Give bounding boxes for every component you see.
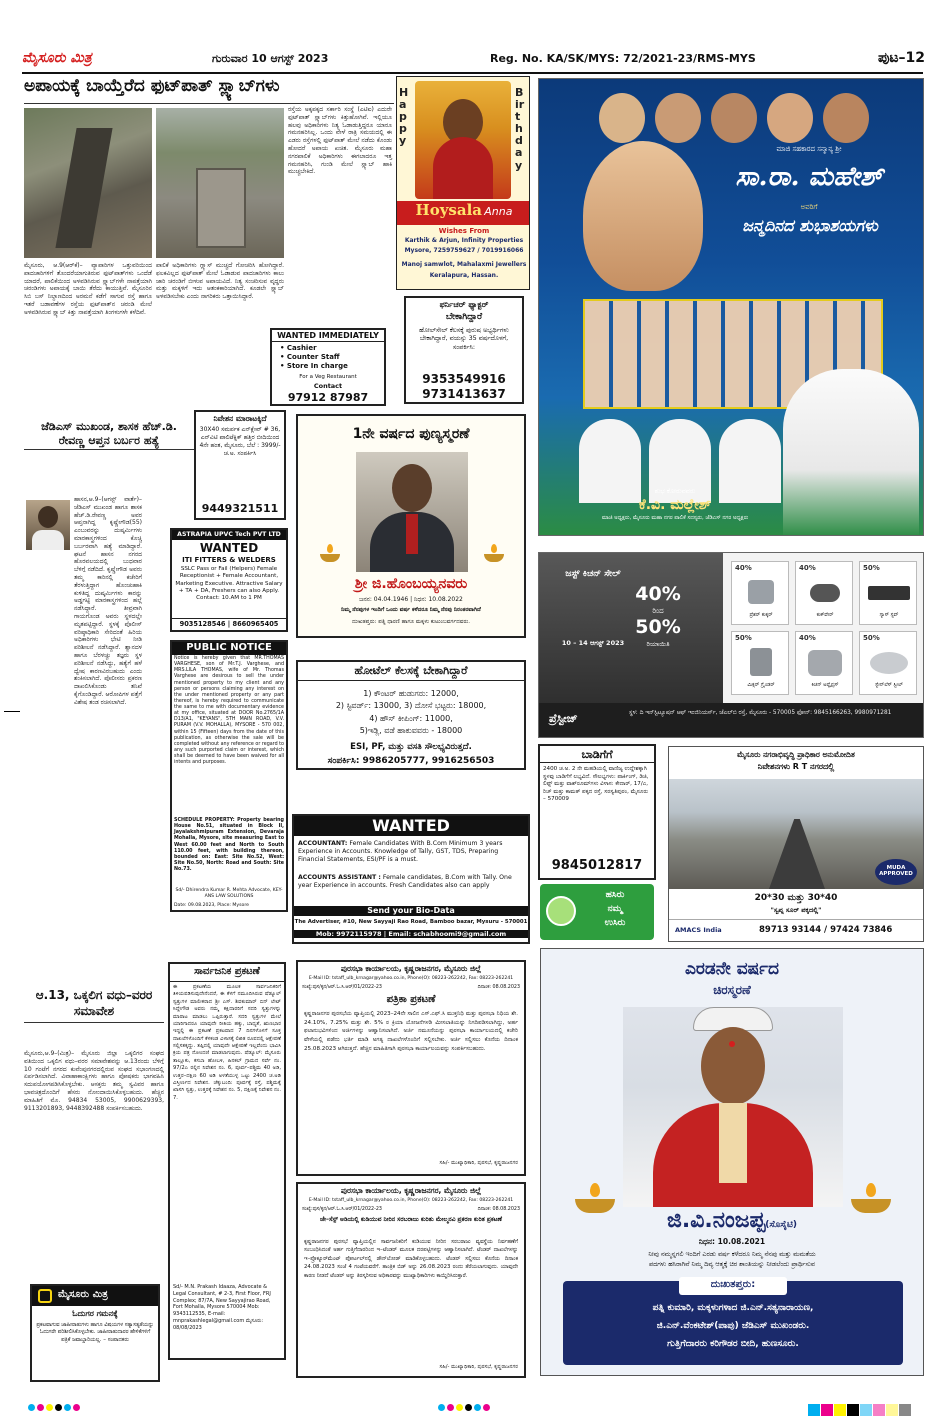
municipal1-contact: E-Mail ID: tstaff_ulb_krnagar@yahoo.co.in, Phone(O): 08223-262242, Fax: 08223-262241 [308,976,514,981]
memorial2-mourners3: ಗುತ್ತಿಗೆದಾರರು ಕರಿಗೌಡರ ಬೀದಿ, ಹುಣಸೂರು. [667,1339,799,1349]
kitchen-offer-grid [731,561,921,701]
political-from-name: ಕೆ.ವಿ. ಮಲ್ಲೇಶ್ [638,497,712,513]
political-title: ಸಾ.ರಾ. ಮಹೇಶ್ [735,162,883,192]
wanted-immediately-note: For a Veg Restaurant [299,374,357,380]
mitra-logo-icon [38,1289,52,1303]
political-ad [538,78,924,536]
kitchen-address: ಸ್ಥಳ: ದಿ ಇನ್‌ಸ್ಟಿಟ್ಯೂಷನ್ ಆಫ್ ಇಂಜಿನಿಯರ್ಸ್, ಜೆಎಲ್‌ಬಿ ರಸ್ತೆ, ಮೈಸೂರು - 570005 ಫೋನ್: 9845166263, 9980971281 [629,710,892,716]
birthday-line3: Manoj samwlot, Mahalaxmi Jewellers [401,261,527,268]
vokkaliga-news [24,988,164,1278]
municipal1-sign: ಸಹಿ/- ಮುಖ್ಯಾಧಿಕಾರಿ, ಪುರಸಭೆ, ಕೃಷ್ಣರಾಜನಗರ [439,1160,518,1166]
birthday-wishes: Wishes From [438,227,490,235]
memorial1-lamp-right [484,544,504,564]
footpath-photo-1 [24,108,152,258]
kitchen-ad [538,552,924,738]
site-sale-phone: 9449321511 [201,502,279,515]
municipal2-contact: E-Mail ID: tstaff_ulb_krnagar@yahoo.co.in, Phone(O): 08223-262242, Fax: 08223-262241 [308,1198,514,1203]
hotel-job-item: 4) ಹೌಸ್ ಕೀಪಿಂಗ್: 11000, [369,713,453,723]
masthead-date: ಗುರುವಾರ 10 ಆಗಸ್ಟ್ 2023 [212,52,329,65]
rent-title: ಬಾಡಿಗೆಗೆ [540,748,654,763]
green-badge-line3: ಉಸಿರು [604,918,626,928]
kitchen-brand: ಪ್ರೆಸ್ಟೀಜ್ [549,712,578,725]
memorial2-name-row [541,1207,923,1235]
wanted-acc1-text: Female Candidates With B.Com Minimum 3 years Experience in Accounts. Knowledge of Tally, GST, TDS, Preparing Financial Statements, ESI/PF is a must. [298,840,503,864]
plots-badge: MUDA APPROVED [875,859,917,885]
birthday-name-band [397,201,530,225]
jds-headline: ಜೆಡಿಎಸ್ ಮುಖಂಡ, ಶಾಸಕ ಹೆಚ್.ಡಿ. ರೇವಣ್ಣ ಆಪ್ತನ ಬರ್ಬರ ಹತ್ಯೆ [24,420,194,450]
political-pre: ಮಾಜಿ ಸಹಕಾರದ ಸನ್ಮಾನ್ಯ ಶ್ರೀ [776,145,842,153]
furniture-ad [404,296,524,404]
public-notice-schedule: SCHEDULE PROPERTY: Property bearing House No.51, situated in Block II, Jayalakshmipuram Extension, Devaraja Mohalla, Mysore, site measuring East to West 60.00 feet and North to South 110.00 feet, with building thereon, bounded on: East: Site No.52, West: Site No.50, North: Road and South: Site No.73. [174,818,284,872]
print-color-strip [808,1404,912,1419]
wanted-accounts-contact: Mob: 9972115978 | Email: schabhoomi9@gmail.com [294,930,528,938]
jds-body: ಹಾಸನ,ಆ.9–(ಆಗಸ್ಟ್ ವಾರ್ತೆ)– ಜೆಡಿಎಸ್ ಮುಖಂಡ ಹಾಗೂ ಶಾಸಕ ಹೆಚ್.ಡಿ.ರೇವಣ್ಣ ಅವರ ಆಪ್ತನಾಗಿದ್ದ ಕೃಷ್ಣೇಗೌಡ(55) ಎಂಬುವರನ್ನು ದುಷ್ಕರ್ಮಿಗಳು ಮಾರಕಾಸ್ತ್ರಗಳಿಂದ ಕೊಚ್ಚಿ ಬರ್ಬರವಾಗಿ ಹತ್ಯೆ ಮಾಡಿದ್ದಾರೆ. ಘಟನೆ ಹಾಸನ ನಗರದ ಹೊರವಲಯದಲ್ಲಿ ಬುಧವಾರ ಬೆಳಿಗ್ಗೆ ನಡೆದಿದೆ. ಕೃಷ್ಣೇಗೌಡ ಅವರು ತಮ್ಮ ಕಾರಿನಲ್ಲಿ ಕಚೇರಿಗೆ ತೆರಳುತ್ತಿದ್ದಾಗ ಹೊಂಚುಹಾಕಿ ಕುಳಿತಿದ್ದ ದುಷ್ಕರ್ಮಿಗಳು ಕಾರನ್ನು ಅಡ್ಡಗಟ್ಟಿ ಮಾರಕಾಸ್ತ್ರಗಳಿಂದ ಹಲ್ಲೆ ನಡೆಸಿದ್ದಾರೆ. ತೀವ್ರವಾಗಿ ಗಾಯಗೊಂಡ ಅವರು ಸ್ಥಳದಲ್ಲೇ ಮೃತಪಟ್ಟಿದ್ದಾರೆ. ಸ್ಥಳಕ್ಕೆ ಪೊಲೀಸ್ ವರಿಷ್ಠಾಧಿಕಾರಿ ಸೇರಿದಂತೆ ಹಿರಿಯ ಅಧಿಕಾರಿಗಳು ಭೇಟಿ ನೀಡಿ ಪರಿಶೀಲನೆ ನಡೆಸಿದ್ದಾರೆ. ಶ್ವಾನದಳ ಹಾಗೂ ಬೆರಳಚ್ಚು ತಜ್ಞರು ಸ್ಥಳ ಪರಿಶೀಲನೆ ನಡೆಸಿದ್ದು, ಹತ್ಯೆಗೆ ಹಳೆ ದ್ವೇಷ ಕಾರಣವಿರಬಹುದು ಎಂದು ಶಂಕಿಸಲಾಗಿದೆ. ಪೊಲೀಸರು ಪ್ರಕರಣ ದಾಖಲಿಸಿಕೊಂಡು ತನಿಖೆ ಕೈಗೊಂಡಿದ್ದಾರೆ. ಆರೋಪಿಗಳ ಪತ್ತೆಗೆ ವಿಶೇಷ ತಂಡ ರಚಿಸಲಾಗಿದೆ. [74,496,142,706]
wanted-item: • Store In charge [280,362,348,371]
memorial2-line2: ಪದಗಳು ಹಸಿರಾಗಿವೆ ನಿಮ್ಮ ದಿವ್ಯ ಆತ್ಮಕ್ಕೆ ಚಿರ ಶಾಂತಿಯನ್ನು ನೀಡಲೆಂದು ಪ್ರಾರ್ಥಿಸುವ [649,1260,815,1268]
astrapia-sub: ITI FITTERS & WELDERS [182,556,276,564]
kitchen-offer-0: 40% ಪ್ರೆಶರ್ ಕುಕ್ಕರ್ [731,561,789,625]
public-notice-body: Notice is hereby given that MR.THOMAS VARGHESE, son of Mr.T.J. Varghese, and MRS.LILA THOMAS, wife of Mr. Thomas Varghese are desirous to sell the under mentioned property to my client and any person or persons claiming any interest on the under mentioned property or any part thereof, is hereby required to communicate the same to me with documentary evidence at my office, situated at DOOR No.2765/1A D13/A1, "KEYANS", 5TH MAIN ROAD, V.V. PURAM (V.V. MOHALLA), MYSORE - 570 002, within 15 (Fifteen) days from the date of this publication, as otherwise the sale will be completed without any reference or regard to any such purported claim or interest, which shall be deemed to have been waived for all intents and purposes. [174,656,284,766]
birthday-line1: Karthik & Arjun, Infinity Properties [404,237,524,244]
memorial2-title: ಎರಡನೇ ವರ್ಷದ [685,959,779,979]
plots-sizes: 20*30 ಮತ್ತು 30*40 [754,893,838,903]
birthday-side-right: Birthday [515,86,525,172]
wanted-immediately-title: WANTED IMMEDIATELY [272,331,384,342]
political-leaders-row [599,89,879,145]
memorial2-name: ಜಿ.ವಿ.ನಂಜಪ್ಪ [667,1208,766,1233]
wanted-accounts-address: The Advertiser, #10, New Sayyaji Rao Road, Bamboo bazar, Mysuru - 570001 [294,919,528,925]
astrapia-phones: 9035128546 | 8660965405 [172,618,286,628]
kitchen-offer-5: 50% ಸ್ಟೇನ್‌ಲೆಸ್ ಸ್ಟೀಲ್ [859,631,917,695]
masthead [22,48,925,70]
birthday-name2: Anna [484,205,513,218]
plots-footer [669,919,923,941]
wanted-accounts-acc1 [298,840,524,864]
plots-title: ಮೈಸೂರು ನಗರಾಭಿವೃದ್ಧಿ ಪ್ರಾಧಿಕಾರ ಅನುಮೋದಿತ [737,750,855,759]
hotel-job-item: 5)ಇಡ್ಲಿ, ವಡೆ ಹಾಕುವವರು - 18000 [359,726,463,736]
site-sale-body: 30X40 ಸಮರ್ಪಕ ಎನ್‌ಕ್ಲೇವ್ # 36, ಎನ್‌ವಿಟಿ ಪಾಲಿಟೆಕ್ನಿಕ್ ಹತ್ತಿರ ಬೀದಿಯಿಂದ 4ನೇ ಹಂತ, ಮೈಸೂರು, ಬೆಲೆ : 3999/- ಚ.ಅ. ಸಂಪರ್ಕಿಸಿ [199,426,281,458]
municipal2-ref: ಸಂಖ್ಯೆ:ಪುಸ/ಕೃನ/ಆರ್.ಓ.ಸಿ.ಆರ್/01/2022-23 [302,1207,382,1212]
furniture-body: ಹೋಲ್‌ಸೇಲ್ ಕೆಲಸಕ್ಕೆ ಪುರುಷ ಅಭ್ಯರ್ಥಿಗಳು ಬೇಕಾಗಿದ್ದಾರೆ, ವಯಸ್ಸು 35 ವರ್ಷದೊಳಗೆ, ಸಂಪರ್ಕಿಸಿ: [419,326,509,351]
kitchen-pct2: 50% [635,616,681,638]
memorial1-from: ದುಃಖತಪ್ತರು: ಪತ್ನಿ ಧಾರಣಿ ಹಾಗೂ ಮಕ್ಕಳು ಕುಟುಂಬವರ್ಗದವರು. [351,619,471,625]
municipal2-title: ಜೇ–ಸೆಸ್ಟ್ ಅಡಿಯಲ್ಲಿ ಕುಡಿಯುವ ನೀರಿನ ಸರಬರಾಜು ಕುರಿತು ಮೇಲ್ಮನವಿ ಪ್ರಕರಣ ಕುರಿತ ಪ್ರಕಟಣೆ [319,1216,503,1223]
municipal2-date: ದಿನಾಂಕ: 08.08.2023 [477,1207,520,1212]
rent-ad [538,744,656,880]
masthead-reg: Reg. No. KA/SK/MYS: 72/2021-23/RMS-MYS [490,52,756,65]
mitra-box [30,1284,160,1382]
birthday-name: Hoysala [415,201,483,219]
astrapia-ad [170,528,288,632]
public-info-title: ಸಾರ್ವಜನಿಕ ಪ್ರಕಟಣೆ [170,966,284,982]
memorial2-mourners [563,1281,903,1365]
political-wish: ಜನ್ಮದಿನದ ಶುಭಾಶಯಗಳು [742,216,878,235]
wanted-accounts-title: WANTED [294,816,528,836]
kitchen-offer-3: 50% ಮಿಕ್ಸರ್ ಗ್ರೈಂಡರ್ [731,631,789,695]
public-info-body: ಈ ಪ್ರಕಟಣೆಯ ಮೂಲಕ ಸಾರ್ವಜನಿಕರಿಗೆ ತಿಳಿಯಪಡಿಸುವುದೇನೆಂದರೆ, ಈ ಕೆಳಗೆ ನಮೂದಿಸಿರುವ ಷೆಡ್ಯೂಲ್ ಸ್ವತ್ತುಗಳ ಮಾಲೀಕರಾದ ಶ್ರೀ ಎಸ್. ಶಿವಕುಮಾರ್ ಬಿನ್ ಲೇಟ್ ಸಿದ್ದೇಗೌಡ ಅವರು ನಮ್ಮ ಕಕ್ಷಿದಾರರಿಗೆ ಸದರಿ ಸ್ವತ್ತುಗಳನ್ನು ಮಾರಾಟ ಮಾಡಲು ಒಪ್ಪಿರುತ್ತಾರೆ. ಸದರಿ ಸ್ವತ್ತುಗಳ ಮೇಲೆ ಯಾರಿಗಾದರೂ ಯಾವುದೇ ರೀತಿಯ ಹಕ್ಕು, ಬಾಧ್ಯತೆ, ಋಣಭಾರ ಇದ್ದಲ್ಲಿ ಈ ಪ್ರಕಟಣೆ ಪ್ರಕಟವಾದ 7 ದಿನಗಳೊಳಗೆ ಸೂಕ್ತ ದಾಖಲೆಗಳೊಂದಿಗೆ ಕೆಳಕಂಡ ವಿಳಾಸಕ್ಕೆ ಲಿಖಿತ ರೂಪದಲ್ಲಿ ಆಕ್ಷೇಪಣೆ ಸಲ್ಲಿಸತಕ್ಕದ್ದು. ತಪ್ಪಿದಲ್ಲಿ ಯಾವುದೇ ಆಕ್ಷೇಪಣೆ ಇಲ್ಲವೆಂದು ಭಾವಿಸಿ ಕ್ರಯ ಪತ್ರ ನೋಂದಣಿ ಮಾಡಲಾಗುವುದು. ಷೆಡ್ಯೂಲ್: ಮೈಸೂರು ತಾಲ್ಲೂಕು, ಕಸಬಾ ಹೋಬಳಿ, ಹಿನಕಲ್ ಗ್ರಾಮದ ಸರ್ವೆ ನಂ. 97/2ಎ ರಲ್ಲಿನ ನಿವೇಶನ ನಂ. 6, ಪೂರ್ವ–ಪಶ್ಚಿಮ 40 ಅಡಿ, ಉತ್ತರ–ದಕ್ಷಿಣ 60 ಅಡಿ ಅಳತೆಯುಳ್ಳ ಒಟ್ಟು 2400 ಚ.ಅಡಿ ವಿಸ್ತೀರ್ಣದ ನಿವೇಶನ. ಚೆಕ್ಕುಬಂದಿ: ಪೂರ್ವಕ್ಕೆ ರಸ್ತೆ, ಪಶ್ಚಿಮಕ್ಕೆ ಖಾಸಗಿ ಸ್ವತ್ತು, ಉತ್ತರಕ್ಕೆ ನಿವೇಶನ ನಂ. 5, ದಕ್ಷಿಣಕ್ಕೆ ನಿವೇಶನ ನಂ. 7. [173,984,281,1101]
masthead-rule [22,72,923,74]
public-info-sign: Sd/- M.N. Prakash Idaaza, Advocate & Legal Consultant, # 2-3, First Floor, FRJ Complex; 87/7A, New Sayyajirao Road, Fort Mohalla, Mysore 570004 Mob: 9343112535, E-mail: mnprakashlegal@gmail.com ಮೈಸೂರು: 08/08/2023 [173,1284,271,1331]
rent-phone: 9845012817 [551,858,643,873]
municipal2-body: ಕೃಷ್ಣರಾಜನಗರ ಪುರಸಭೆ ವ್ಯಾಪ್ತಿಯಲ್ಲಿನ ಸಾರ್ವಜನಿಕರಿಗೆ ಕುಡಿಯುವ ನೀರಿನ ಸರಬರಾಜು ವ್ಯವಸ್ಥೆಯ ನಿರ್ವಹಣೆಗೆ ಸಂಬಂಧಿಸಿದಂತೆ ಅರ್ಹ ಗುತ್ತಿಗೆದಾರರಿಂದ ಇ–ಟೆಂಡರ್ ಮೂಲಕ ದರಪಟ್ಟಿಗಳನ್ನು ಆಹ್ವಾನಿಸಲಾಗಿದೆ. ಟೆಂಡರ್ ದಾಖಲೆಗಳನ್ನು ಇ–ಪ್ರೊಕ್ಯೂರ್‌ಮೆಂಟ್ ಪೋರ್ಟಲ್‌ನಲ್ಲಿ ಡೌನ್‌ಲೋಡ್ ಮಾಡಿಕೊಳ್ಳಬಹುದು. ಟೆಂಡರ್ ಸಲ್ಲಿಸಲು ಕೊನೆಯ ದಿನಾಂಕ 24.08.2023 ಸಂಜೆ 4 ಗಂಟೆಯವರೆಗೆ. ತಾಂತ್ರಿಕ ಬಿಡ್ ಅನ್ನು 26.08.2023 ರಂದು ತೆರೆಯಲಾಗುವುದು. ಯಾವುದೇ ಕಾರಣ ನೀಡದೆ ಟೆಂಡರ್ ಅನ್ನು ತಿರಸ್ಕರಿಸುವ ಅಧಿಕಾರವನ್ನು ಮುಖ್ಯಾಧಿಕಾರಿಗಳು ಕಾಯ್ದಿರಿಸಿರುತ್ತಾರೆ. [304,1239,518,1279]
memorial2-date: ನಿಧನ: 10.08.2021 [698,1237,766,1246]
plots-phones: 89713 93144 / 97424 73846 [759,925,893,935]
astrapia-title: ASTRAPIA UPVC Tech PVT LTD [172,530,286,540]
municipal1-ref: ಸಂಖ್ಯೆ:ಪುಸ/ಕೃನ/ಆರ್.ಓ.ಸಿ.ಆರ್/01/2022-23 [302,985,382,990]
lead-headline-text: ಅಪಾಯಕ್ಕೆ ಬಾಯ್ತೆರೆದ ಫುಟ್‌ಪಾತ್ ಸ್ಲ್ಯಾಬ್‌ಗಳು [24,76,280,96]
public-notice-sign: Sd/- Dhirendra Kumar R. Mehta Advocate, KEY-ANS LAW SOLUTIONS [175,888,283,899]
wanted-item: • Counter Staff [280,353,340,362]
furniture-title: ಫರ್ನಿಚರ್ ಫ್ಯಾಕ್ಟರ್ [439,300,489,309]
jds-news [24,420,194,980]
rent-body: 2400 ಚ.ಅ. 2 ನೇ ಮಹಡಿಯಲ್ಲಿ ವಾಣಿಜ್ಯ ಉದ್ದೇಶಕ್ಕಾಗಿ ಸ್ಥಳವು ಬಾಡಿಗೆಗೆ ಲಭ್ಯವಿದೆ. ಸೌಲಭ್ಯಗಳು: ಪಾರ್ಕಿಂಗ್, ಡಿಜಿ, ಲಿಫ್ಟ್ ಮತ್ತು ವಾಶ್‌ರೂಮ್‌ಗಳು ವಿಳಾಸ: ಕೇದಾರ್, 17/ಎ, ರಿಚ್ ಮತ್ತು ಕಾಮತ್ ಪಕ್ಕದ ರಸ್ತೆ, ಸರಸ್ವತಿಪುರಂ, ಮೈಸೂರು – 570009 [543,766,649,803]
memorial2-subtitle: ಚಿರಸ್ಮರಣೆ [713,983,751,997]
memorial1-line: ನಿಮ್ಮ ನೆನಪುಗಳ ಇಂದಿಗೆ ಒಂದು ವರ್ಷ ಕಳೆದರೂ ನಿಮ್ಮ ನೆನಪು ನಿರಂತರವಾಗಿದೆ [341,607,481,613]
lead-body-3: ರಸ್ತೆಯ ಅಕ್ಕಪಕ್ಕದ ಸರ್ಕಾರಿ ಸಂಸ್ಥೆ (ಎಟಿಐ) ಎದುರೇ ಫುಟ್‌ಪಾತ್ ಸ್ಲ್ಯಾಬ್‌ಗಳು ಕಿತ್ತುಹೋಗಿವೆ. ಇಲ್ಲಿಯೂ ಹಲವು ಅಧಿಕಾರಿಗಳು ನಿತ್ಯ ಓಡಾಡುತ್ತಿದ್ದರೂ ಯಾರೂ ಗಮನಹರಿಸಿಲ್ಲ. ಒಂದು ವೇಳೆ ರಾತ್ರಿ ಸಮಯದಲ್ಲಿ ಈ ಎಡರು ರಸ್ತೆಗಳಲ್ಲಿ ಫುಟ್‌ಪಾತ್ ಮೇಲೆ ನಡೆದು ಕೊಂಡು ಹೋದರೆ ಅಪಾಯ ಖಚಿತ. ಮೈಸೂರು ಮಹಾ ನಗರಪಾಲಿಕೆ ಅಧಿಕಾರಿಗಳು ಈಗಲಾದರೂ ಇತ್ತ ಗಮನಹರಿಸಿ, ಗುಂಡಿ ಮೇಲೆ ಸ್ಲ್ಯಾಬ್ ಹಾಕಿ ಮುಚ್ಚಬೇಕಿದೆ. [288,106,392,176]
furniture-phone1: 9353549916 [422,372,506,386]
birthday-line2: Mysore, 7259759627 / 7019916066 [404,247,524,254]
memorial2-mourners-label: ದುಃಖತಪ್ತರು: [679,1277,787,1295]
public-notice-title: PUBLIC NOTICE [172,642,286,655]
municipal1-date: ದಿನಾಂಕ: 08.08.2023 [477,985,520,990]
mitra-box-title: ಮೈಸೂರು ಮಿತ್ರ [58,1289,108,1300]
wanted-immediately-list [280,344,348,371]
plots-header [669,747,923,777]
hotel-job-title: ಹೋಟೆಲ್ ಕೆಲಸಕ್ಕೆ ಬೇಕಾಗಿದ್ದಾರೆ [298,664,524,681]
political-from-label: ಶುಭ ಕೋರುವವರು [654,487,696,495]
birthday-ad [396,76,530,290]
municipal1-office: ಪುರಸಭಾ ಕಾರ್ಯಾಲಯ, ಕೃಷ್ಣರಾಜನಗರ, ಮೈಸೂರು ಜಿಲ್ಲೆ [340,964,482,973]
municipal2-sign: ಸಹಿ/- ಮುಖ್ಯಾಧಿಕಾರಿ, ಪುರಸಭೆ, ಕೃಷ್ಣರಾಜನಗರ [439,1364,518,1370]
plots-ad [668,746,924,942]
kitchen-pct-mid: ರಿಂದ [652,607,664,615]
kitchen-pct-off: ರಿಯಾಯಿತಿ [646,640,670,648]
hotel-job-item: 2) ಸ್ಟಿವರ್ಡ್: 13000, 3) ದೋಸೆ ಭಟ್ಟರು: 18000, [335,701,487,711]
kitchen-offer-2: 50% ಗ್ಯಾಸ್ ಸ್ಟವ್ [859,561,917,625]
political-sub: ಅವರಿಗೆ [800,203,818,211]
public-notice-footer: Date: 09.08.2023, Place: Mysore [174,903,249,908]
wanted-accounts-send: Send your Bio-Data [294,906,528,916]
memorial2-mourners1: ಪತ್ನಿ ಕುಮಾರಿ, ಮಕ್ಕಳುಗಳಾದ ಜಿ.ಎನ್.ಸತ್ಯನಾರಾಯಣ, [652,1303,814,1313]
public-notice-ad [170,640,288,912]
memorial1-title: 1ನೇ ವರ್ಷದ ಪುಣ್ಯಸ್ಮರಣೆ [352,426,470,442]
birthday-line4: Keralapura, Hassan. [429,272,499,279]
wanted-acc1-label: ACCOUNTANT: [298,840,348,847]
kitchen-dates: 10 – 14 ಆಗಸ್ಟ್ 2023 [561,639,625,647]
hotel-job-contact: ಸಂಪರ್ಕಿಸಿ: 9986205777, 9916256503 [327,756,495,766]
birthday-portrait [415,81,511,199]
mitra-box-body: ಪ್ರಕಟವಾಗುವ ಜಾಹೀರಾತುಗಳು ಹಾಗೂ ವಿಷಯಗಳ ಸತ್ಯಾಸತ್ಯತೆಯನ್ನು ಓದುಗರೇ ಪರಿಶೀಲಿಸಿಕೊಳ್ಳಬೇಕು. ಜಾಹೀರಾತುದಾರರ ಹೇಳಿಕೆಗಳಿಗೆ ಪತ್ರಿಕೆ ಜವಾಬ್ದಾರಿಯಲ್ಲ. – ಸಂಪಾದಕರು [36,1322,154,1343]
birthday-side-left: Happy [399,86,409,148]
furniture-phone2: 9731413637 [422,387,506,401]
vokkaliga-headline: ಆ.13, ಒಕ್ಕಲಿಗ ವಧು–ವರರ ಸಮಾವೇಶ [24,988,164,1023]
mitra-box-subtitle: ಓದುಗರ ಗಮನಕ್ಕೆ [72,1309,118,1318]
hotel-job-ad [296,660,526,770]
plots-subtitle: ನಿವೇಶನಗಳು R T ನಗರದಲ್ಲಿ [757,762,835,771]
political-from-role: ಮಾಜಿ ಅಧ್ಯಕ್ಷರು, ಮೈಸೂರು ಮಹಾ ನಗರ ಪಾಲಿಕೆ ಸದಸ್ಯರು, ಜೆಡಿಎಸ್ ನಗರ ಅಧ್ಯಕ್ಷರು [601,515,749,521]
masthead-page: ಪುಟ–12 [877,50,925,66]
vokkaliga-body: ಮೈಸೂರು,ಆ.9–(ಮಿತ್ರ)– ಮೈಸೂರು ಜಿಲ್ಲಾ ಒಕ್ಕಲಿಗರ ಸಂಘದ ವತಿಯಿಂದ ಒಕ್ಕಲಿಗ ವಧು–ವರರ ಸಮಾವೇಶವನ್ನು ಆ.13ರಂದು ಬೆಳಿಗ್ಗೆ 10 ಗಂಟೆಗೆ ನಗರದ ಕುವೆಂಪುನಗರದಲ್ಲಿರುವ ಸಂಘದ ಸಭಾಂಗಣದಲ್ಲಿ ಏರ್ಪಡಿಸಲಾಗಿದೆ. ವಿವಾಹಾಕಾಂಕ್ಷಿಗಳು ಹಾಗೂ ಪೋಷಕರು ಭಾಗವಹಿಸಿ ಸದುಪಯೋಗಪಡಿಸಿಕೊಳ್ಳಬೇಕು. ಆಸಕ್ತರು ತಮ್ಮ ಸ್ವವಿವರ ಹಾಗೂ ಭಾವಚಿತ್ರದೊಂದಿಗೆ ಹೆಸರು ನೋಂದಾಯಿಸಿಕೊಳ್ಳಬಹುದು. ಹೆಚ್ಚಿನ ಮಾಹಿತಿಗೆ ಮೊ. 94834 53005, 9900629393, 9113201893, 9448392488 ಸಂಪರ್ಕಿಸಬಹುದು. [24,1050,164,1112]
kitchen-footer [539,703,923,737]
hotel-job-list [298,688,524,738]
lead-body-1: ಮೈಸೂರು, ಆ.9(ಆರ್‌ಕೆ)– ವ್ಯಾಪಾರಿಗಳ ಒತ್ತುವರಿಯಿಂದ ಪಾದಚಾರಿಗಳಿಗೆ ತೊಂದರೆಯಾಗುತಿರುವ ಫುಟ್‌ಪಾತ್‌ಗಳು ಒಂದೆಡೆ ಯಾದರೆ, ಪಾಲಿಕೆಯಿಂದ ಅಳವಡಿಸಿರುವ ಸ್ಲ್ಯಾಬ್‌ಗಳೇ ನಾಪತ್ತೆಯಾಗಿ ಚರಂಡಿಗಳು ಅಪಾಯಕ್ಕೆ ಬಾಯಿ ತೆರೆದು ಕಾಯುತ್ತಿವೆ. ಮೈಸೂರಿನ ಸಿಬಿ ಬಸ್ ನಿಲ್ದಾಣದಿಂದ ಅರಮನೆ ಕಡೆಗೆ ಸಾಗುವ ರಸ್ತೆ ಹಾಗೂ ಇತರೆ ಬಡಾವಣೆಗಳ ರಸ್ತೆಯ ಫುಟ್‌ಪಾತ್‌ನ ಚರಂಡಿ ಮೇಲೆ ಅಳವಡಿಸಿರುವ ಸ್ಲ್ಯಾಬ್ ಕಿತ್ತು ನಾಪತ್ತೆಯಾಗಿ ತಿಂಗಳುಗಳೇ ಕಳೆದಿವೆ. [24,262,152,316]
memorial2-name-suffix: (ಸೊಸೈಟಿ) [765,1220,797,1230]
site-sale-title: ನಿವೇಶನ ಮಾರಾಟಕ್ಕಿದೆ [213,414,267,423]
kitchen-sale: ಜಸ್ಟ್ ಕಿಚನ್ ಸೇಲ್ [565,569,621,579]
municipal-notice-1 [296,960,526,1176]
furniture-subtitle: ಬೇಕಾಗಿದ್ದಾರೆ [445,312,483,322]
print-dots-left [28,1404,82,1414]
municipal1-title: ಪತ್ರಿಕಾ ಪ್ರಕಟಣೆ [386,994,436,1005]
plots-brand: AMACS India [675,926,722,934]
municipal1-body: ಕೃಷ್ಣರಾಜನಗರ ಪುರಸಭೆಯ ವ್ಯಾಪ್ತಿಯಲ್ಲಿ 2023–24ನೇ ಸಾಲಿನ ಎಸ್.ಎಫ್.ಸಿ ಮುಕ್ತನಿಧಿ ಮತ್ತು ಪುರಸಭಾ ನಿಧಿಯ ಶೇ. 24.10%, 7.25% ಮತ್ತು ಶೇ. 5% ರ ಕ್ರಿಯಾ ಯೋಜನೆಗಳಡಿ ಮೀಸಲಾತಿಯನ್ನು ನಿಗದಿಪಡಿಸಲಾಗಿದ್ದು, ಅರ್ಹ ಫಲಾನುಭವಿಗಳಿಂದ ಅರ್ಜಿಗಳನ್ನು ಆಹ್ವಾನಿಸಲಾಗಿದೆ. ಅರ್ಜಿ ನಮೂನೆಯನ್ನು ಪುರಸಭಾ ಕಾರ್ಯಾಲಯದಲ್ಲಿ ಕಚೇರಿ ವೇಳೆಯಲ್ಲಿ ಪಡೆದು ಭರ್ತಿ ಮಾಡಿ ಅಗತ್ಯ ದಾಖಲೆಗಳೊಂದಿಗೆ ಸಲ್ಲಿಸಬೇಕು. ಅರ್ಜಿ ಸಲ್ಲಿಸಲು ಕೊನೆಯ ದಿನಾಂಕ 25.08.2023 ಆಗಿರುತ್ತದೆ. ಹೆಚ್ಚಿನ ಮಾಹಿತಿಗಾಗಿ ಪುರಸಭಾ ಕಾರ್ಯಾಲಯವನ್ನು ಸಂಪರ್ಕಿಸಬಹುದು. [304,1011,518,1052]
wanted-immediately-ad [270,328,386,406]
memorial1-dates: ಜನನ: 04.04.1946 | ನಿಧನ: 10.08.2022 [359,596,463,603]
wanted-acc2-text: Female candidates, B.Com with Tally. One year Experience in accounts. Fresh Candidates also can apply [298,874,512,890]
municipal2-office: ಪುರಸಭಾ ಕಾರ್ಯಾಲಯ, ಕೃಷ್ಣರಾಜನಗರ, ಮೈಸೂರು ಜಿಲ್ಲೆ [340,1186,482,1195]
memorial2-portrait [623,1007,843,1207]
wanted-accounts-ad [292,814,530,944]
masthead-logo: ಮೈಸೂರು ಮಿತ್ರ [22,50,92,66]
margin-tick [4,711,20,712]
memorial1-name: ಶ್ರೀ ಜಿ.ಹೊಂಬಯ್ಯನವರು [354,576,468,592]
wanted-acc2-label: ACCOUNTS ASSISTANT : [298,874,381,881]
lead-body-2: ಪಾಲಿಕೆ ಅಧಿಕಾರಿಗಳು ಗ್ಲ್ಯಾಸ್ ಮುಚ್ಚದೆ ಗೋಚರಿಸಿ ಹೋಗಿದ್ದಾರೆ. ಫಲಕವಿಲ್ಲದ ಫುಟ್‌ಪಾತ್ ಮೇಲೆ ಓಡಾಡುವ ಪಾದಚಾರಿಗಳು ಕಾಲು ಜಾರಿ ಚರಂಡಿಗೆ ಬೀಳುವ ಅಪಾಯವಿದೆ. ನಿತ್ಯ ಸಂಚರಿಸುವ ವೃದ್ಧರು ಮತ್ತು ಮಕ್ಕಳಿಗೆ ಇದು ಆತಂಕಕಾರಿಯಾಗಿದೆ. ಕೂಡಲೇ ಸ್ಲ್ಯಾಬ್ ಅಳವಡಿಸಬೇಕು ಎಂದು ನಾಗರಿಕರು ಒತ್ತಾಯಿಸಿದ್ದಾರೆ. [156,262,284,301]
kitchen-offer-1: 40% ಕುಕ್‌ವೇರ್ [795,561,853,625]
memorial2-line1: ನೀವು ನಮ್ಮನ್ನಗಲಿ ಇಂದಿಗೆ ಎರಡು ವರ್ಷ ಕಳೆದರೂ ನಿಮ್ಮ ನೆನಪು ಮತ್ತು ಮಮತೆಯ [648,1250,816,1258]
memorial2-mourners2: ಜಿ.ಎನ್.ವೆಂಕಟೇಶ್(ಪಾಪು) ಜೆಡಿಎಸ್ ಮುಖಂಡರು. [656,1321,810,1331]
political-host-portrait [783,369,919,536]
green-badge [540,884,654,940]
plots-tag: "ಸ್ವಪ್ನ ಸೂರ್ ಪಕ್ಕದಲ್ಲಿ" [770,906,822,914]
green-badge-line1: ಹಸಿರು [605,890,625,900]
wanted-accounts-acc2 [298,874,524,890]
kitchen-pct1: 40% [635,583,681,605]
memorial1-lamp-left [320,544,340,564]
astrapia-wanted: WANTED [199,541,259,555]
municipal-notice-2 [296,1182,526,1378]
green-badge-line2: ನಮ್ಮ [607,904,623,914]
memorial1-portrait [356,452,468,572]
public-info-ad [168,962,286,1360]
astrapia-body: SSLC Pass or Fail (Helpers) Female Receptionist + Female Accountant, Marketing Executive. Attractive Salary + TA + DA, Freshers can also Apply. Contact: 10.AM to 1 PM [175,566,283,602]
wanted-item: • Cashier [280,344,317,352]
footpath-photo-2 [156,108,284,258]
site-sale-ad [194,410,286,520]
print-dots-center [438,1404,492,1414]
wanted-immediately-contact: Contact [313,382,343,390]
lead-headline [24,76,394,104]
political-main-portrait [583,141,703,291]
globe-icon [546,896,576,926]
mitra-box-header [32,1286,158,1306]
kitchen-offer-4: 40% ಕಿಚನ್ ಅಪ್ಲೈನ್ಸಸ್ [795,631,853,695]
wanted-immediately-phone: 97912 87987 [287,391,369,404]
memorial2-ad [540,948,924,1376]
hotel-job-benefits: ESI, PF, ಮತ್ತು ವಸತಿ ಸೌಲಭ್ಯವಿರುತ್ತದೆ. [350,742,472,752]
memorial1-ad [296,414,526,638]
hotel-job-item: 1) ಕೌಂಟರ್ ಹುಡುಗರು: 12000, [363,689,459,698]
